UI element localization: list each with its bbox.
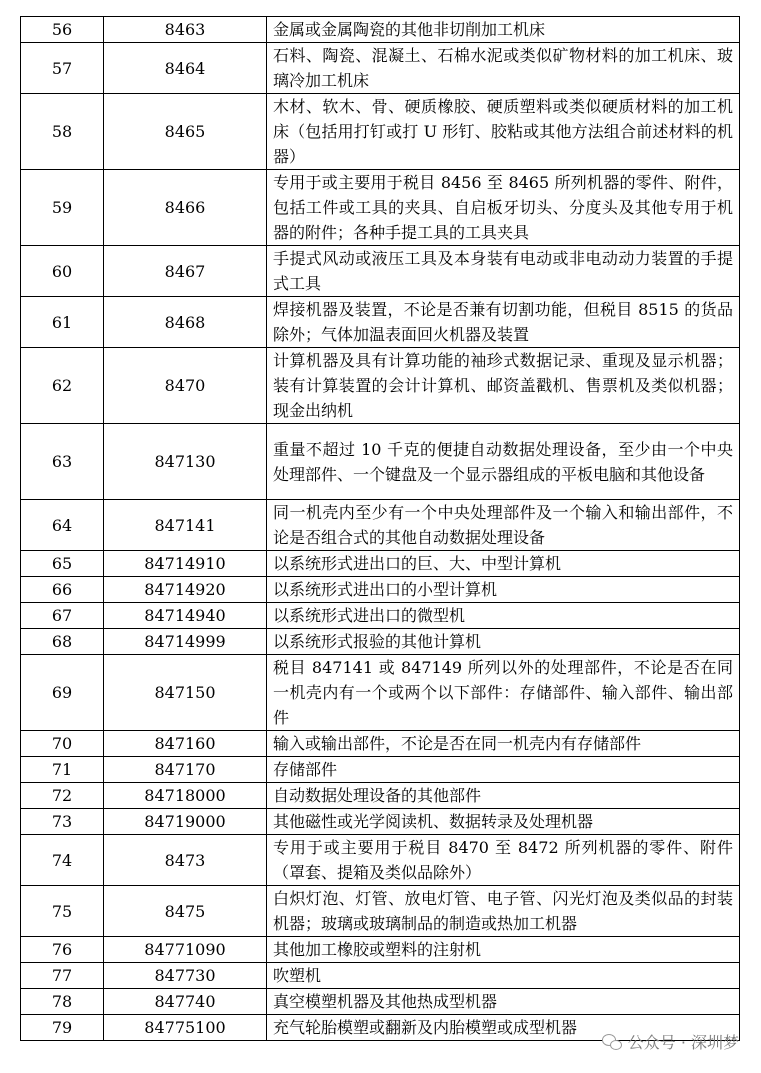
table-row	[21, 937, 740, 963]
tariff-code-cell: 8468	[104, 297, 267, 348]
tariff-code-cell: 84775100	[104, 1015, 267, 1041]
tariff-code-cell: 84714999	[104, 629, 267, 655]
table-row	[21, 655, 740, 731]
watermark	[602, 1030, 739, 1053]
tariff-code-cell: 8467	[104, 246, 267, 297]
tariff-code-cell: 8463	[104, 17, 267, 43]
description-cell: 自动数据处理设备的其他部件	[267, 783, 740, 809]
tariff-code-cell: 8466	[104, 170, 267, 246]
description-cell: 木材、软木、骨、硬质橡胶、硬质塑料或类似硬质材料的加工机床（包括用打钉或打 U 形钉、胶粘或其他方法组合前述材料的机器）	[267, 94, 740, 170]
table-row	[21, 94, 740, 170]
tariff-code-cell: 847141	[104, 500, 267, 551]
table-row	[21, 246, 740, 297]
tariff-code-cell: 84771090	[104, 937, 267, 963]
tariff-code-cell: 847130	[104, 424, 267, 500]
table-row	[21, 170, 740, 246]
row-number-cell: 65	[21, 551, 104, 577]
row-number-cell: 59	[21, 170, 104, 246]
table-row	[21, 348, 740, 424]
row-number-cell: 58	[21, 94, 104, 170]
description-cell: 存储部件	[267, 757, 740, 783]
row-number-cell: 68	[21, 629, 104, 655]
row-number-cell: 60	[21, 246, 104, 297]
row-number-cell: 76	[21, 937, 104, 963]
tariff-code-cell: 8464	[104, 43, 267, 94]
table-row	[21, 886, 740, 937]
table-row	[21, 424, 740, 500]
description-cell: 以系统形式进出口的微型机	[267, 603, 740, 629]
table-row	[21, 963, 740, 989]
table-row	[21, 43, 740, 94]
description-cell: 其他加工橡胶或塑料的注射机	[267, 937, 740, 963]
description-cell: 专用于或主要用于税目 8456 至 8465 所列机器的零件、附件，包括工件或工具的夹具、自启板牙切头、分度头及其他专用于机器的附件；各种手提工具的工具夹具	[267, 170, 740, 246]
tariff-code-cell: 84714920	[104, 577, 267, 603]
tariff-code-cell: 847730	[104, 963, 267, 989]
row-number-cell: 64	[21, 500, 104, 551]
description-cell: 吹塑机	[267, 963, 740, 989]
row-number-cell: 71	[21, 757, 104, 783]
watermark-text: 公众号 · 深圳梦	[627, 1033, 739, 1052]
description-cell: 输入或输出部件，不论是否在同一机壳内有存储部件	[267, 731, 740, 757]
tariff-code-cell: 8465	[104, 94, 267, 170]
row-number-cell: 79	[21, 1015, 104, 1041]
tariff-code-cell: 8473	[104, 835, 267, 886]
description-cell: 重量不超过 10 千克的便捷自动数据处理设备，至少由一个中央处理部件、一个键盘及一个显示器组成的平板电脑和其他设备	[267, 424, 740, 500]
table-row	[21, 629, 740, 655]
wechat-icon	[602, 1034, 622, 1050]
description-cell: 专用于或主要用于税目 8470 至 8472 所列机器的零件、附件（罩套、提箱及类似品除外）	[267, 835, 740, 886]
tariff-code-cell: 847740	[104, 989, 267, 1015]
description-cell: 同一机壳内至少有一个中央处理部件及一个输入和输出部件，不论是否组合式的其他自动数据处理设备	[267, 500, 740, 551]
row-number-cell: 62	[21, 348, 104, 424]
row-number-cell: 69	[21, 655, 104, 731]
table-body	[21, 17, 740, 1041]
description-cell: 金属或金属陶瓷的其他非切削加工机床	[267, 17, 740, 43]
table-row	[21, 835, 740, 886]
row-number-cell: 74	[21, 835, 104, 886]
table-row	[21, 809, 740, 835]
tariff-code-cell: 84718000	[104, 783, 267, 809]
tariff-code-cell: 84714940	[104, 603, 267, 629]
tariff-code-cell: 8475	[104, 886, 267, 937]
table-row	[21, 500, 740, 551]
hs-code-table	[20, 16, 740, 1041]
description-cell: 税目 847141 或 847149 所列以外的处理部件，不论是否在同一机壳内有一个或两个以下部件：存储部件、输入部件、输出部件	[267, 655, 740, 731]
table-row	[21, 17, 740, 43]
tariff-code-cell: 84714910	[104, 551, 267, 577]
description-cell: 计算机器及具有计算功能的袖珍式数据记录、重现及显示机器；装有计算装置的会计计算机、邮资盖戳机、售票机及类似机器；现金出纳机	[267, 348, 740, 424]
table-row	[21, 297, 740, 348]
description-cell: 真空模塑机器及其他热成型机器	[267, 989, 740, 1015]
row-number-cell: 61	[21, 297, 104, 348]
description-cell: 石料、陶瓷、混凝土、石棉水泥或类似矿物材料的加工机床、玻璃冷加工机床	[267, 43, 740, 94]
row-number-cell: 66	[21, 577, 104, 603]
tariff-code-cell: 8470	[104, 348, 267, 424]
tariff-code-cell: 847160	[104, 731, 267, 757]
description-cell: 焊接机器及装置，不论是否兼有切割功能，但税目 8515 的货品除外；气体加温表面回火机器及装置	[267, 297, 740, 348]
row-number-cell: 75	[21, 886, 104, 937]
row-number-cell: 78	[21, 989, 104, 1015]
description-cell: 手提式风动或液压工具及本身装有电动或非电动动力装置的手提式工具	[267, 246, 740, 297]
row-number-cell: 70	[21, 731, 104, 757]
description-cell: 白炽灯泡、灯管、放电灯管、电子管、闪光灯泡及类似品的封装机器；玻璃或玻璃制品的制造或热加工机器	[267, 886, 740, 937]
description-cell: 充气轮胎模塑或翻新及内胎模塑或成型机器	[267, 1015, 740, 1041]
table-row	[21, 783, 740, 809]
row-number-cell: 56	[21, 17, 104, 43]
table-row	[21, 577, 740, 603]
table-row	[21, 551, 740, 577]
table-row	[21, 731, 740, 757]
description-cell: 以系统形式报验的其他计算机	[267, 629, 740, 655]
tariff-code-cell: 847150	[104, 655, 267, 731]
table-row	[21, 603, 740, 629]
row-number-cell: 77	[21, 963, 104, 989]
row-number-cell: 72	[21, 783, 104, 809]
row-number-cell: 57	[21, 43, 104, 94]
description-cell: 以系统形式进出口的小型计算机	[267, 577, 740, 603]
table-row	[21, 757, 740, 783]
table-row	[21, 989, 740, 1015]
description-cell: 以系统形式进出口的巨、大、中型计算机	[267, 551, 740, 577]
row-number-cell: 63	[21, 424, 104, 500]
description-cell: 其他磁性或光学阅读机、数据转录及处理机器	[267, 809, 740, 835]
tariff-code-cell: 847170	[104, 757, 267, 783]
tariff-code-cell: 84719000	[104, 809, 267, 835]
row-number-cell: 73	[21, 809, 104, 835]
row-number-cell: 67	[21, 603, 104, 629]
